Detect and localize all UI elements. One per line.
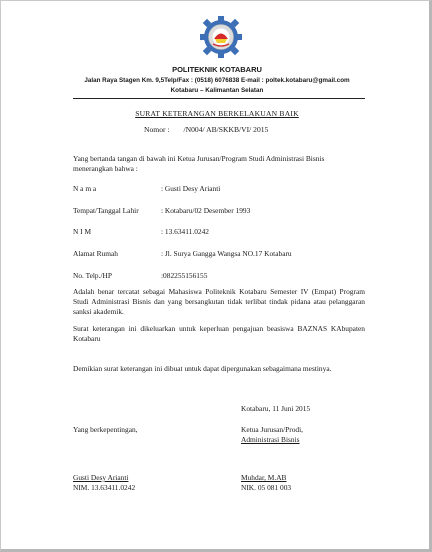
field-value: : 13.63411.0242 (161, 227, 209, 236)
field-row-name (73, 184, 221, 193)
field-row-nim (73, 227, 209, 236)
field-label: N a m a (73, 184, 97, 193)
statement-paragraph: Adalah benar tercatat sebagai Mahasiswa Politeknik Kotabaru Semester IV (Empat) Program Studi Administrasi Bisnis dan yang bersangkutan tidak terlibat tindak pidana atau pelanggaran sanksi akademik. (73, 287, 365, 316)
field-label: Alamat Rumah (73, 249, 118, 258)
field-row-birth (73, 206, 251, 215)
opening-paragraph: Yang bertanda tangan di bawah ini Ketua Jurusan/Program Studi Administrasi Bisnis menerangkan bahwa : (73, 154, 325, 173)
right-signer-id: NIK. 05 081 003 (241, 483, 292, 492)
right-signature-title-1: Ketua Jurusan/Prodi, (241, 425, 303, 434)
field-value: : Gusti Desy Arianti (161, 184, 221, 193)
letterhead-divider (73, 98, 365, 99)
institution-city: Kotabaru – Kalimantan Selatan (170, 87, 264, 94)
institution-name: POLITEKNIK KOTABARU (172, 65, 262, 74)
right-signature-title-2: Administrasi Bisnis (241, 435, 300, 444)
place-date: Kotabaru, 11 Juni 2015 (241, 404, 311, 413)
field-value: :082255156155 (161, 271, 208, 280)
field-label: Tempat/Tanggal Lahir (73, 206, 139, 215)
right-signer-name: Muhdar, M.AB (241, 473, 287, 482)
purpose-paragraph: Surat keterangan ini dikeluarkan untuk keperluan pengajuan beasiswa BAZNAS KAbupaten Kotabaru (73, 324, 365, 343)
field-value: : Jl. Surya Gangga Wangsa NO.17 Kotabaru (161, 249, 292, 258)
left-signer-id: NIM. 13.63411.0242 (73, 483, 136, 492)
field-label: No. Telp./HP (73, 271, 112, 280)
letter-title: SURAT KETERANGAN BERKELAKUAN BAIK (135, 109, 299, 118)
letter-number (144, 125, 268, 134)
left-signer-name: Gusti Desy Arianti (73, 473, 129, 482)
politeknik-logo (199, 14, 243, 60)
closing-paragraph: Demikian surat keterangan ini dibuat untuk dapat dipergunakan sebagaimana mestinya. (73, 364, 332, 373)
letter-number-value: /N004/ AB/SKKB/VI/ 2015 (183, 125, 269, 134)
field-value: : Kotabaru/02 Desember 1993 (161, 206, 251, 215)
field-label: N I M (73, 227, 92, 236)
left-signature-title: Yang berkepentingan, (73, 425, 138, 434)
institution-address: Jalan Raya Stagen Km. 9,5Telp/Fax : (0518) 6076838 E-mail : poltek.kotabaru@gmail.com (84, 77, 350, 84)
field-row-address (73, 249, 292, 258)
letter-number-label: Nomor : (144, 125, 170, 134)
field-row-phone (73, 271, 208, 280)
